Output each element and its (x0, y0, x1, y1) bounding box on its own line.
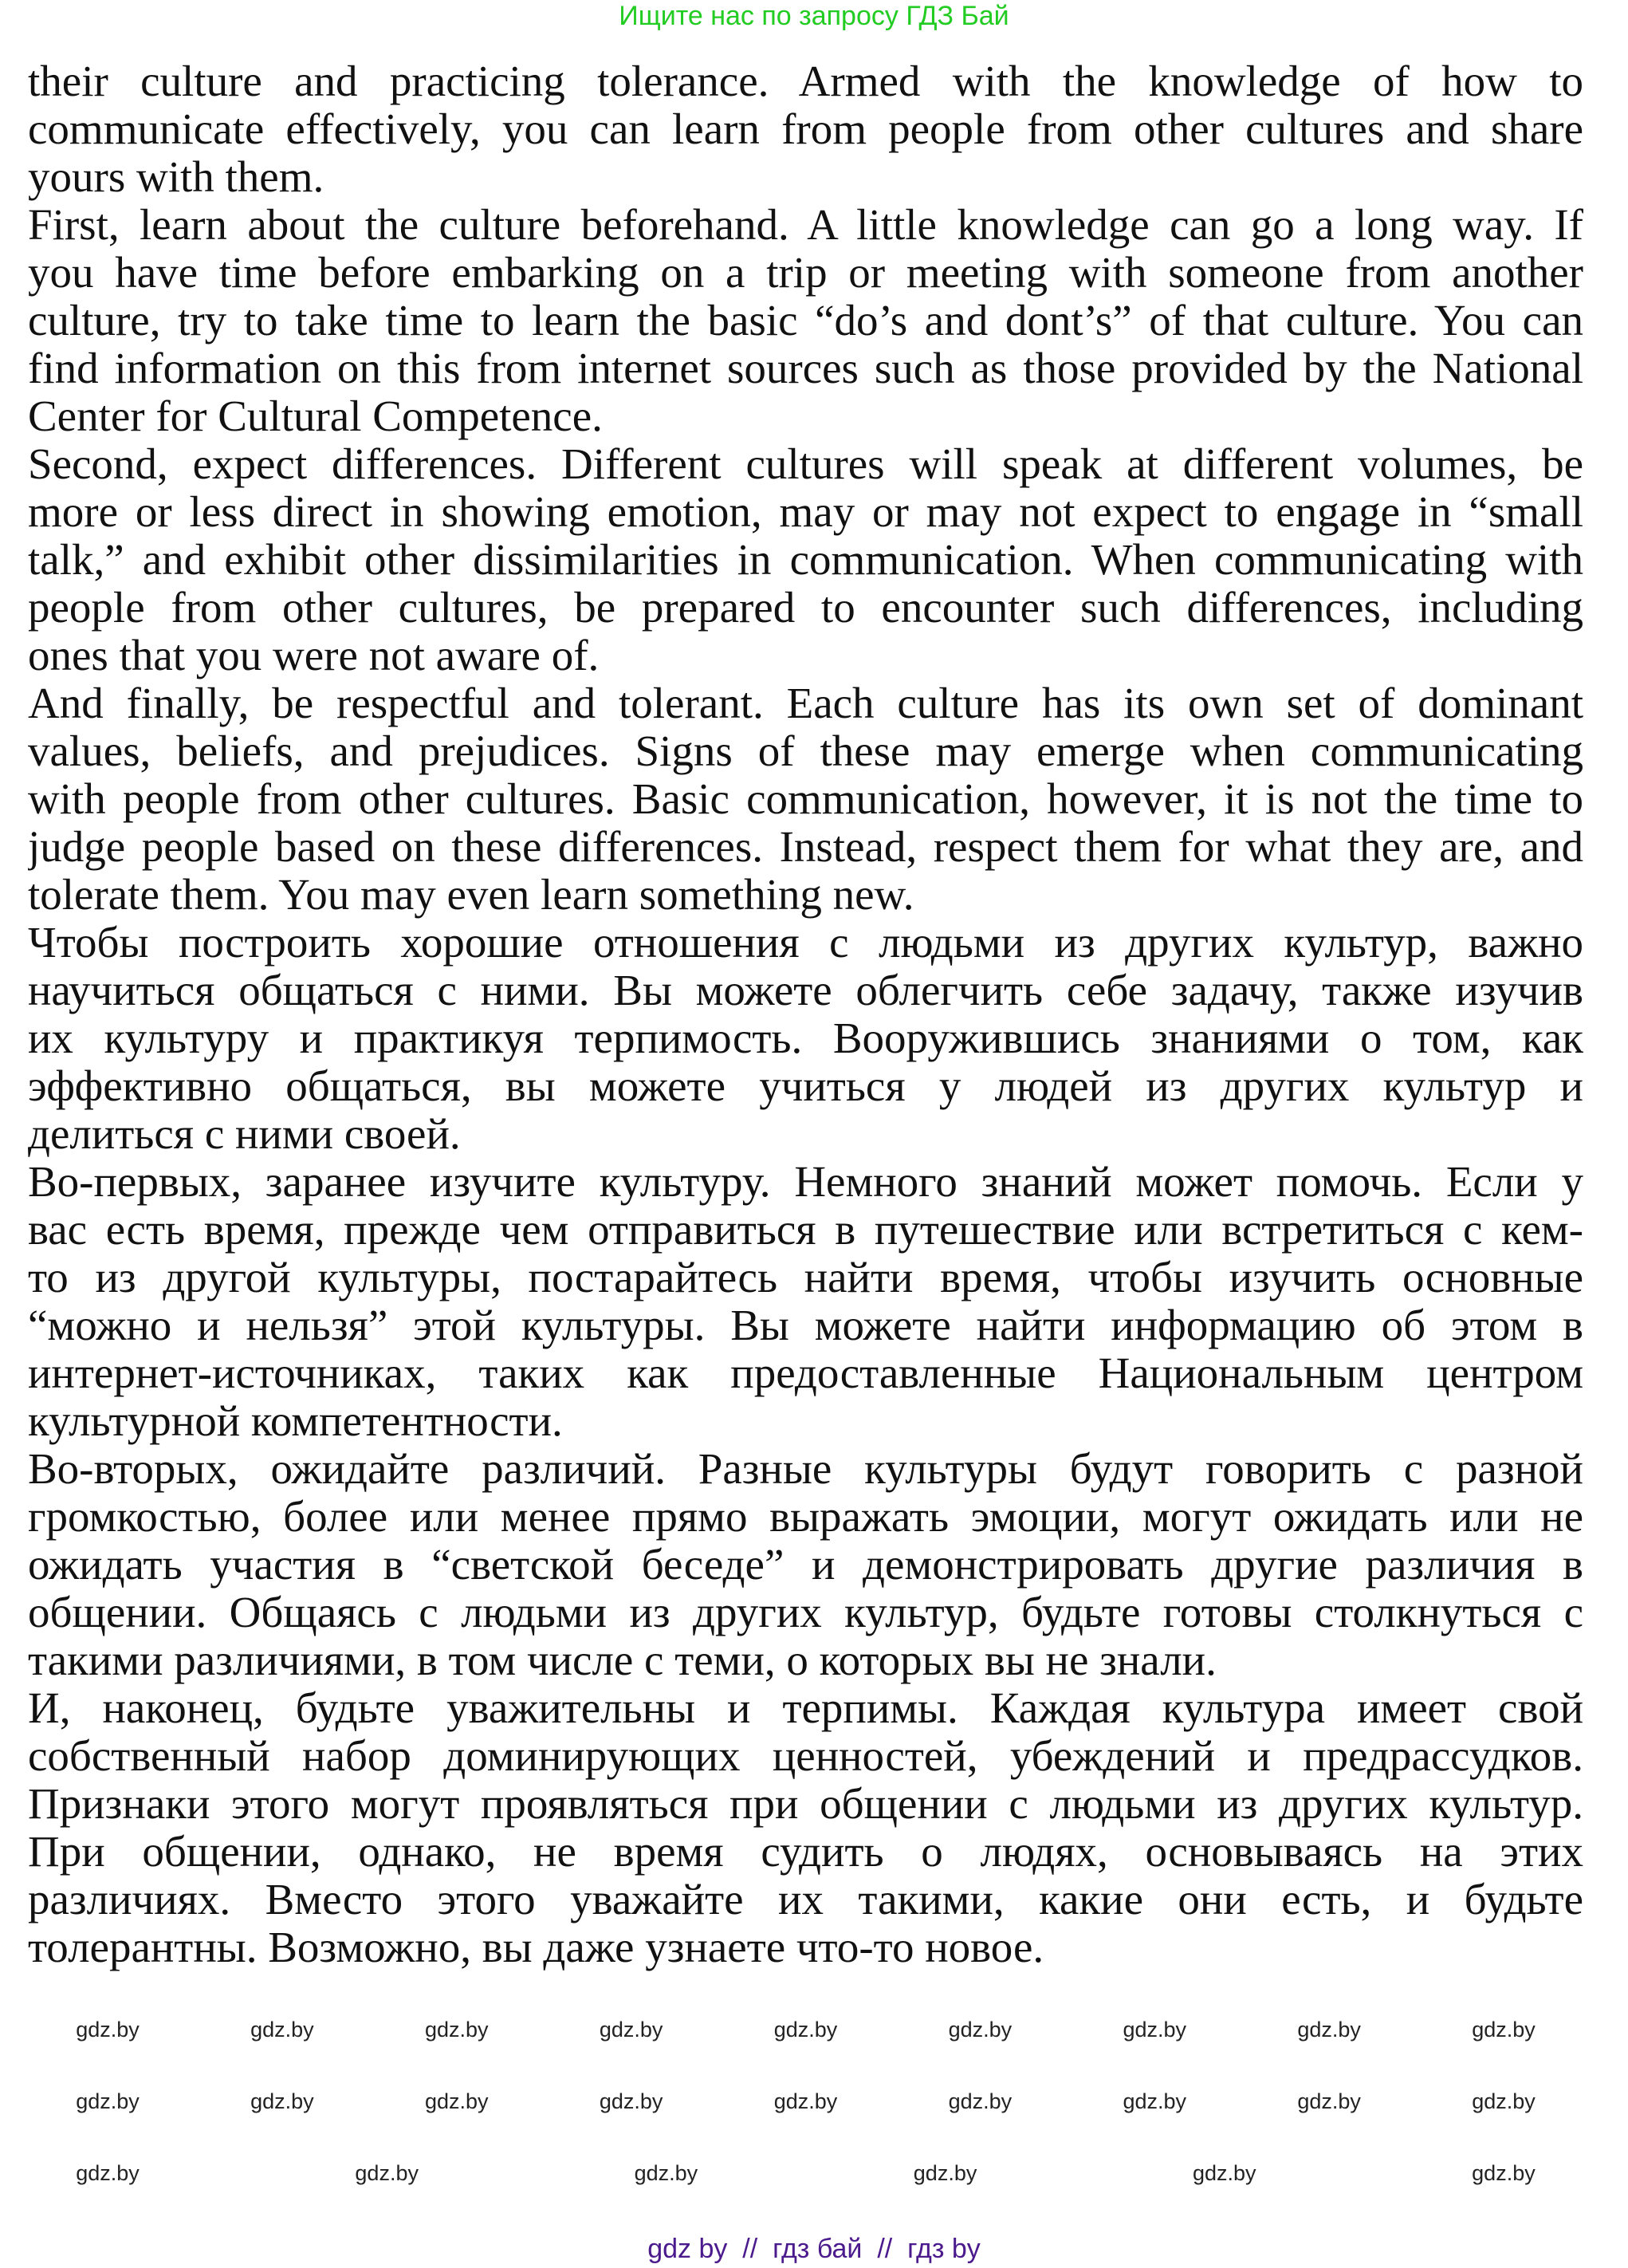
watermark: gdz.by (355, 2161, 419, 2185)
text-line: интернет-источниках, таких как предоставленные Национальным центром (28, 1349, 1583, 1397)
text-line: эффективно общаться, вы можете учиться у людей из других культур и (28, 1062, 1583, 1110)
watermark: gdz.by (1472, 2161, 1536, 2185)
text-line: Признаки этого могут проявляться при общении с людьми из других культур. (28, 1780, 1583, 1828)
text-line: values, beliefs, and prejudices. Signs of these may emerge when communicating (28, 727, 1583, 775)
watermark: gdz.by (250, 2018, 314, 2042)
watermark: gdz.by (1472, 2089, 1536, 2113)
text-line: различиях. Вместо этого уважайте их такими, какие они есть, и будьте (28, 1876, 1583, 1923)
text-line: tolerate them. You may even learn something new. (28, 871, 914, 919)
watermark: gdz.by (1192, 2161, 1256, 2185)
watermark: gdz.by (424, 2018, 489, 2042)
text-line: делиться с ними своей. (28, 1110, 461, 1158)
text-line: And finally, be respectful and tolerant. Each culture has its own set of dominant (28, 679, 1583, 727)
text-line: with people from other cultures. Basic communication, however, it is not the time to (28, 775, 1583, 823)
text-line: их культуру и практикуя терпимость. Вооружившись знаниями о том, как (28, 1014, 1583, 1062)
text-line: При общении, однако, не время судить о людях, основываясь на этих (28, 1828, 1583, 1876)
text-line: вас есть время, прежде чем отправиться в путешествие или встретиться с кем- (28, 1206, 1583, 1254)
text-line: Во-вторых, ожидайте различий. Разные культуры будут говорить с разной (28, 1445, 1583, 1493)
watermark: gdz.by (773, 2089, 838, 2113)
text-line: то из другой культуры, постарайтесь найти время, чтобы изучить основные (28, 1254, 1583, 1301)
watermark: gdz.by (773, 2018, 838, 2042)
text-line: Second, expect differences. Different cultures will speak at different volumes, be (28, 440, 1583, 488)
text-line: yours with them. (28, 153, 324, 201)
watermark: gdz.by (1472, 2018, 1536, 2042)
watermark: gdz.by (76, 2089, 140, 2113)
text-line: культурной компетентности. (28, 1397, 563, 1445)
watermark: gdz.by (634, 2161, 698, 2185)
text-line: громкостью, более или менее прямо выражать эмоции, могут ожидать или не (28, 1493, 1583, 1541)
text-line: culture, try to take time to learn the basic “do’s and dont’s” of that culture. You can (28, 297, 1583, 345)
text-line: научиться общаться с ними. Вы можете облегчить себе задачу, также изучив (28, 967, 1583, 1014)
text-line: такими различиями, в том числе с теми, о которых вы не знали. (28, 1636, 1217, 1684)
watermark: gdz.by (599, 2018, 663, 2042)
footer-links[interactable]: gdz by // гдз бай // гдз by (647, 2234, 981, 2264)
watermark: gdz.by (76, 2161, 140, 2185)
text-line: собственный набор доминирующих ценностей, убеждений и предрассудков. (28, 1732, 1583, 1780)
text-line: ones that you were not aware of. (28, 632, 600, 679)
text-line: Center for Cultural Competence. (28, 392, 603, 440)
watermark: gdz.by (1123, 2089, 1187, 2113)
watermarks (28, 1994, 1583, 2209)
text-line: judge people based on these differences. Instead, respect them for what they are, and (28, 823, 1583, 871)
watermark: gdz.by (948, 2089, 1013, 2113)
document-text (28, 57, 1583, 1971)
text-line: Во-первых, заранее изучите культуру. Немного знаний может помочь. Если у (28, 1158, 1583, 1206)
watermark: gdz.by (424, 2089, 489, 2113)
watermark: gdz.by (599, 2089, 663, 2113)
text-line: Чтобы построить хорошие отношения с людьми из других культур, важно (28, 919, 1583, 967)
text-line: you have time before embarking on a trip or meeting with someone from another (28, 249, 1583, 297)
text-line: communicate effectively, you can learn from people from other cultures and share (28, 105, 1583, 153)
watermark: gdz.by (1297, 2018, 1361, 2042)
text-line: толерантны. Возможно, вы даже узнаете что-то новое. (28, 1923, 1044, 1971)
text-line: talk,” and exhibit other dissimilarities in communication. When communicating with (28, 536, 1583, 584)
text-line: ожидать участия в “светской беседе” и демонстрировать другие различия в (28, 1541, 1583, 1589)
watermark: gdz.by (1123, 2018, 1187, 2042)
search-banner[interactable]: Ищите нас по запросу ГДЗ Бай (619, 1, 1009, 31)
text-line: И, наконец, будьте уважительны и терпимы. Каждая культура имеет свой (28, 1684, 1583, 1732)
text-line: more or less direct in showing emotion, may or may not expect to engage in “small (28, 488, 1583, 536)
text-line: their culture and practicing tolerance. Armed with the knowledge of how to (28, 57, 1583, 105)
watermark: gdz.by (1297, 2089, 1361, 2113)
watermark: gdz.by (76, 2018, 140, 2042)
text-line: общении. Общаясь с людьми из других культур, будьте готовы столкнуться с (28, 1589, 1583, 1636)
text-line: First, learn about the culture beforehand. A little knowledge can go a long way. If (28, 201, 1583, 249)
text-line: people from other cultures, be prepared to encounter such differences, including (28, 584, 1583, 632)
watermark: gdz.by (250, 2089, 314, 2113)
watermark: gdz.by (913, 2161, 977, 2185)
text-line: “можно и нельзя” этой культуры. Вы можете найти информацию об этом в (28, 1301, 1583, 1349)
text-line: find information on this from internet sources such as those provided by the National (28, 345, 1583, 392)
watermark: gdz.by (948, 2018, 1013, 2042)
